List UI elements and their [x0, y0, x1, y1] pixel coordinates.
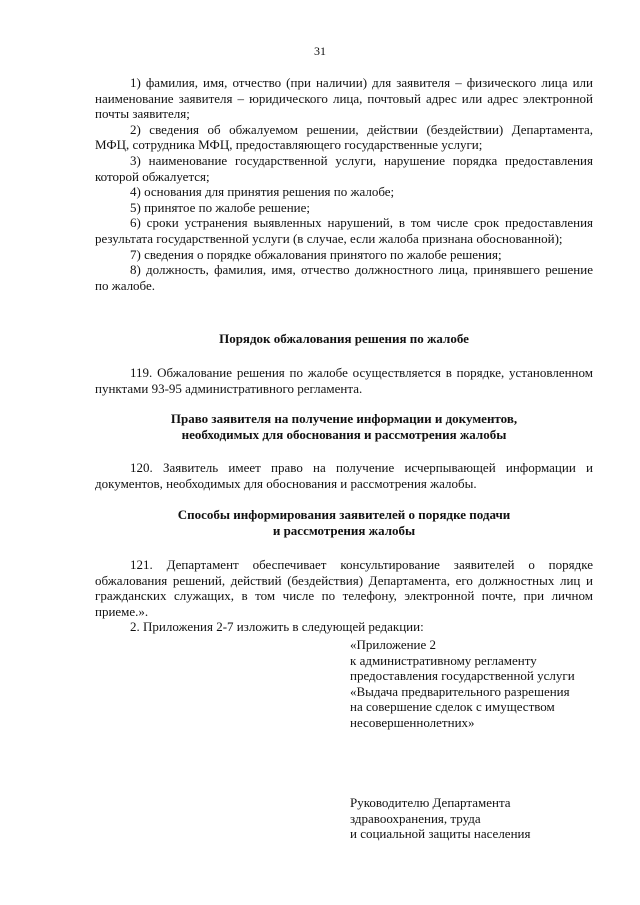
- page-number: 31: [314, 44, 326, 58]
- section-121-heading-line2: и рассмотрения жалобы: [272, 523, 416, 538]
- list-item: 1) фамилия, имя, отчество (при наличии) для заявителя – физического лица или наименование заявителя – юридического лица, почтовый адрес или адрес электронной почты заявителя;: [95, 75, 593, 122]
- section-120-heading-line2: необходимых для обоснования и рассмотрения жалобы: [181, 427, 507, 442]
- paragraph: 120. Заявитель имеет право на получение исчерпывающей информации и документов, необходимых для обоснования и рассмотрения жалобы.: [95, 460, 593, 491]
- list-item: 7) сведения о порядке обжалования принятого по жалобе решения;: [130, 246, 502, 262]
- list-item: 5) принятое по жалобе решение;: [130, 199, 310, 215]
- list-item: 3) наименование государственной услуги, нарушение порядка предоставления которой обжалуется;: [95, 152, 593, 184]
- addressee-line: и социальной защиты населения: [350, 826, 531, 842]
- addressee-block: [350, 795, 620, 842]
- paragraph: 121. Департамент обеспечивает консультирование заявителей о порядке обжалования решений, действий (бездействия) Департамента, его должностных лиц и гражданских служащих, в том числе по телефону, электронной почте, при личном приеме.».: [95, 557, 593, 619]
- appendix-header-block: [350, 637, 620, 731]
- section-121-body: [95, 557, 593, 635]
- appendix-line: на совершение сделок с имуществом: [350, 699, 555, 715]
- addressee-line: Руководителю Департамента: [350, 795, 511, 810]
- section-119-body: [95, 365, 593, 396]
- appendix-line: к административному регламенту: [350, 652, 537, 668]
- paragraph: 2. Приложения 2-7 изложить в следующей редакции:: [130, 619, 424, 635]
- list-item: 8) должность, фамилия, имя, отчество должностного лица, принявшего решение по жалобе.: [95, 262, 593, 293]
- appendix-line: «Приложение 2: [350, 637, 437, 652]
- list-item: 6) сроки устранения выявленных нарушений, в том числе срок предоставления результата государственной услуги (в случае, если жалоба признана обоснованной);: [95, 215, 593, 246]
- section-120-body: [95, 460, 593, 491]
- appendix-line: несовершеннолетних»: [350, 714, 475, 730]
- list-item: 4) основания для принятия решения по жалобе;: [130, 184, 395, 200]
- list-item: 2) сведения об обжалуемом решении, действии (бездействии) Департамента, МФЦ, сотрудника МФЦ, предоставляющего государственные услуги;: [95, 121, 593, 153]
- appendix-line: «Выдача предварительного разрешения: [350, 683, 570, 699]
- appendix-line: предоставления государственной услуги: [350, 668, 575, 684]
- paragraph: 119. Обжалование решения по жалобе осуществляется в порядке, установленном пунктами 93-95 административного регламента.: [95, 365, 593, 396]
- addressee-line: здравоохранения, труда: [350, 810, 481, 826]
- complaint-contents-list: [95, 75, 593, 293]
- section-121-heading-line1: Способы информирования заявителей о порядке подачи: [177, 507, 511, 522]
- section-119-heading: Порядок обжалования решения по жалобе: [219, 331, 469, 346]
- section-120-heading-line1: Право заявителя на получение информации и документов,: [170, 411, 518, 426]
